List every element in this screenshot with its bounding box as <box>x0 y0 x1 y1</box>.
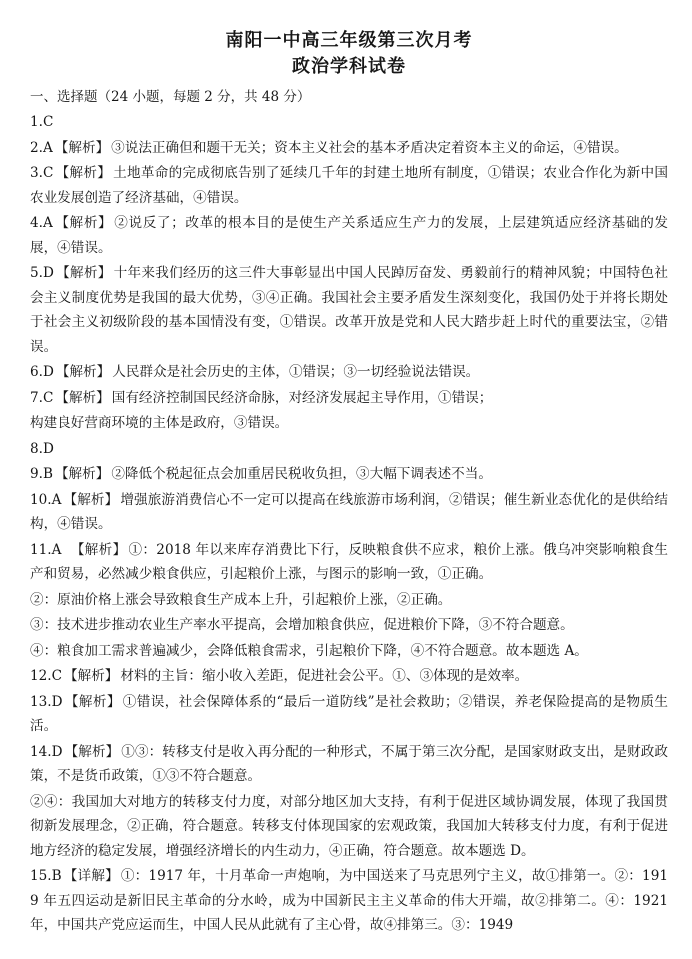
analysis-text: 材料的主旨：缩小收入差距，促进社会公平。①、③体现的是效率。 <box>120 668 529 684</box>
answer-item <box>30 161 668 210</box>
answer-number: 11.A <box>30 541 62 558</box>
answer-item <box>30 690 668 739</box>
analysis-text: ②说反了；改革的根本目的是使生产关系适应生产力的发展，上层建筑适应经济基础的发展，④错误。 <box>30 215 669 256</box>
analysis-tag: 【解析】 <box>55 265 112 281</box>
analysis-continuation: ②：原油价格上涨会导致粮食生产成本上升，引起粮价上涨，②正确。 <box>30 591 452 608</box>
answer-number: 1.C <box>30 114 54 130</box>
analysis-continuation: 构建良好营商环境的主体是政府，③错误。 <box>30 415 289 431</box>
answer-item <box>30 136 668 161</box>
answer-number: 5.D <box>30 265 54 281</box>
analysis-text: ①③：转移支付是收入再分配的一种形式，不属于第三次分配，是国家财政支出，是财政政策，不是货币政策，①③不符合题意。 <box>30 743 669 784</box>
answer-item <box>30 488 668 537</box>
analysis-tag: 【解析】 <box>54 466 110 482</box>
answer-number: 13.D <box>30 693 63 710</box>
analysis-text: ①：2018 年以来库存消费比下行，反映粮食供不应求，粮价上涨。俄乌冲突影响粮食生产和贸易，必然减少粮食供应，引起粮价上涨，与图示的影响一致，①正确。 <box>30 541 668 582</box>
answer-number: 15.B <box>30 868 62 884</box>
answer-number: 6.D <box>30 364 54 380</box>
analysis-text: 增强旅游消费信心不一定可以提高在线旅游市场利润，②错误；催生新业态优化的是供给结构，④错误。 <box>30 491 669 532</box>
subject-title: 政治学科试卷 <box>292 56 406 77</box>
analysis-tag: 【解析】 <box>64 743 120 760</box>
analysis-text: 国有经济控制国民经济命脉，对经济发展起主导作用，①错误； <box>111 389 493 406</box>
analysis-tag: 【解析】 <box>54 215 113 231</box>
analysis-text: 十年来我们经历的这三件大事彰显出中国人民踔厉奋发、勇毅前行的精神风貌；中国特色社会主义制度优势是我国的最大优势，③④正确。我国社会主要矛盾发生深刻变化，我国仍处于并将长期处于社会主义初级阶段的基本国情没有变，①错误。改革开放是党和人民大踏步赶上时代的重要法宝，②错误。 <box>30 265 669 355</box>
analysis-text: ①：1917 年，十月革命一声炮响，为中国送来了马克思列宁主义，故①排第一。②：1919 年五四运动是新旧民主革命的分水岭，成为中国新民主主义革命的伟大开端，故②排第二。④：1921 年，中国共产党应运而生，中国人民从此就有了主心骨，故④排第三。③：1949 <box>30 868 668 933</box>
answer-item <box>30 462 668 487</box>
exam-title: 南阳一中高三年级第三次月考 <box>225 30 473 51</box>
answer-number: 2.A <box>30 139 53 156</box>
answer-number: 14.D <box>30 743 63 760</box>
answer-number: 10.A <box>30 491 62 508</box>
answer-item <box>30 261 668 359</box>
answer-list <box>30 110 668 938</box>
answer-item <box>30 740 668 789</box>
analysis-tag: 【解析】 <box>55 364 111 380</box>
analysis-text: 土地革命的完成彻底告别了延续几千年的封建土地所有制度，①错误；农业合作化为新中国农业发展创造了经济基础，④错误。 <box>30 165 668 206</box>
analysis-text: ③说法正确但和题干无关；资本主义社会的基本矛盾决定着资本主义的命运，④错误。 <box>111 139 628 156</box>
answer-item <box>30 211 668 260</box>
analysis-continuation: ④：粮食加工需求普遍减少，会降低粮食需求，引起粮价下降，④不符合题意。故本题选 A。 <box>30 642 588 659</box>
analysis-text: 人民群众是社会历史的主体，①错误；③一切经验说法错误。 <box>112 364 480 380</box>
analysis-tag: 【解析】 <box>55 165 112 181</box>
analysis-tag: 【解析】 <box>63 491 119 508</box>
analysis-tag: 【解析】 <box>64 693 121 710</box>
analysis-tag: 【详解】 <box>63 868 119 884</box>
answer-item <box>30 664 668 689</box>
analysis-text: ②降低个税起征点会加重居民税收负担，③大幅下调表述不当。 <box>111 466 492 482</box>
analysis-tag: 【解析】 <box>64 668 119 684</box>
analysis-tag: 【解析】 <box>55 389 110 406</box>
answer-item <box>30 538 668 587</box>
analysis-tag: 【解析】 <box>63 541 127 558</box>
answer-item <box>30 386 668 411</box>
answer-item <box>30 437 668 462</box>
section-heading: 一、选择题（24 小题，每题 2 分，共 48 分） <box>30 89 311 105</box>
answer-number: 8.D <box>30 440 54 457</box>
answer-number: 3.C <box>30 165 54 181</box>
analysis-continuation: ②④：我国加大对地方的转移支付力度，对部分地区加大支持，有利于促进区域协调发展，体现了我国贯彻新发展理念，②正确，符合题意。转移支付体现国家的宏观政策，我国加大转移支付力度，有利于促进地方经济的稳定发展，增强经济增长的内生动力，④正确，符合题意。故本题选 D。 <box>30 793 668 859</box>
answer-number: 12.C <box>30 668 63 684</box>
answer-item <box>30 864 668 938</box>
answer-number: 7.C <box>30 389 54 406</box>
answer-number: 4.A <box>30 215 53 231</box>
analysis-tag: 【解析】 <box>54 139 110 156</box>
analysis-continuation: ③：技术进步推动农业生产率水平提高，会增加粮食供应，促进粮价下降，③不符合题意。 <box>30 617 574 633</box>
analysis-text: ①错误，社会保障体系的“最后一道防线”是社会救助；②错误，养老保险提高的是物质生活。 <box>30 693 668 734</box>
answer-item <box>30 360 668 385</box>
answer-item <box>30 110 668 135</box>
answer-number: 9.B <box>30 466 53 482</box>
